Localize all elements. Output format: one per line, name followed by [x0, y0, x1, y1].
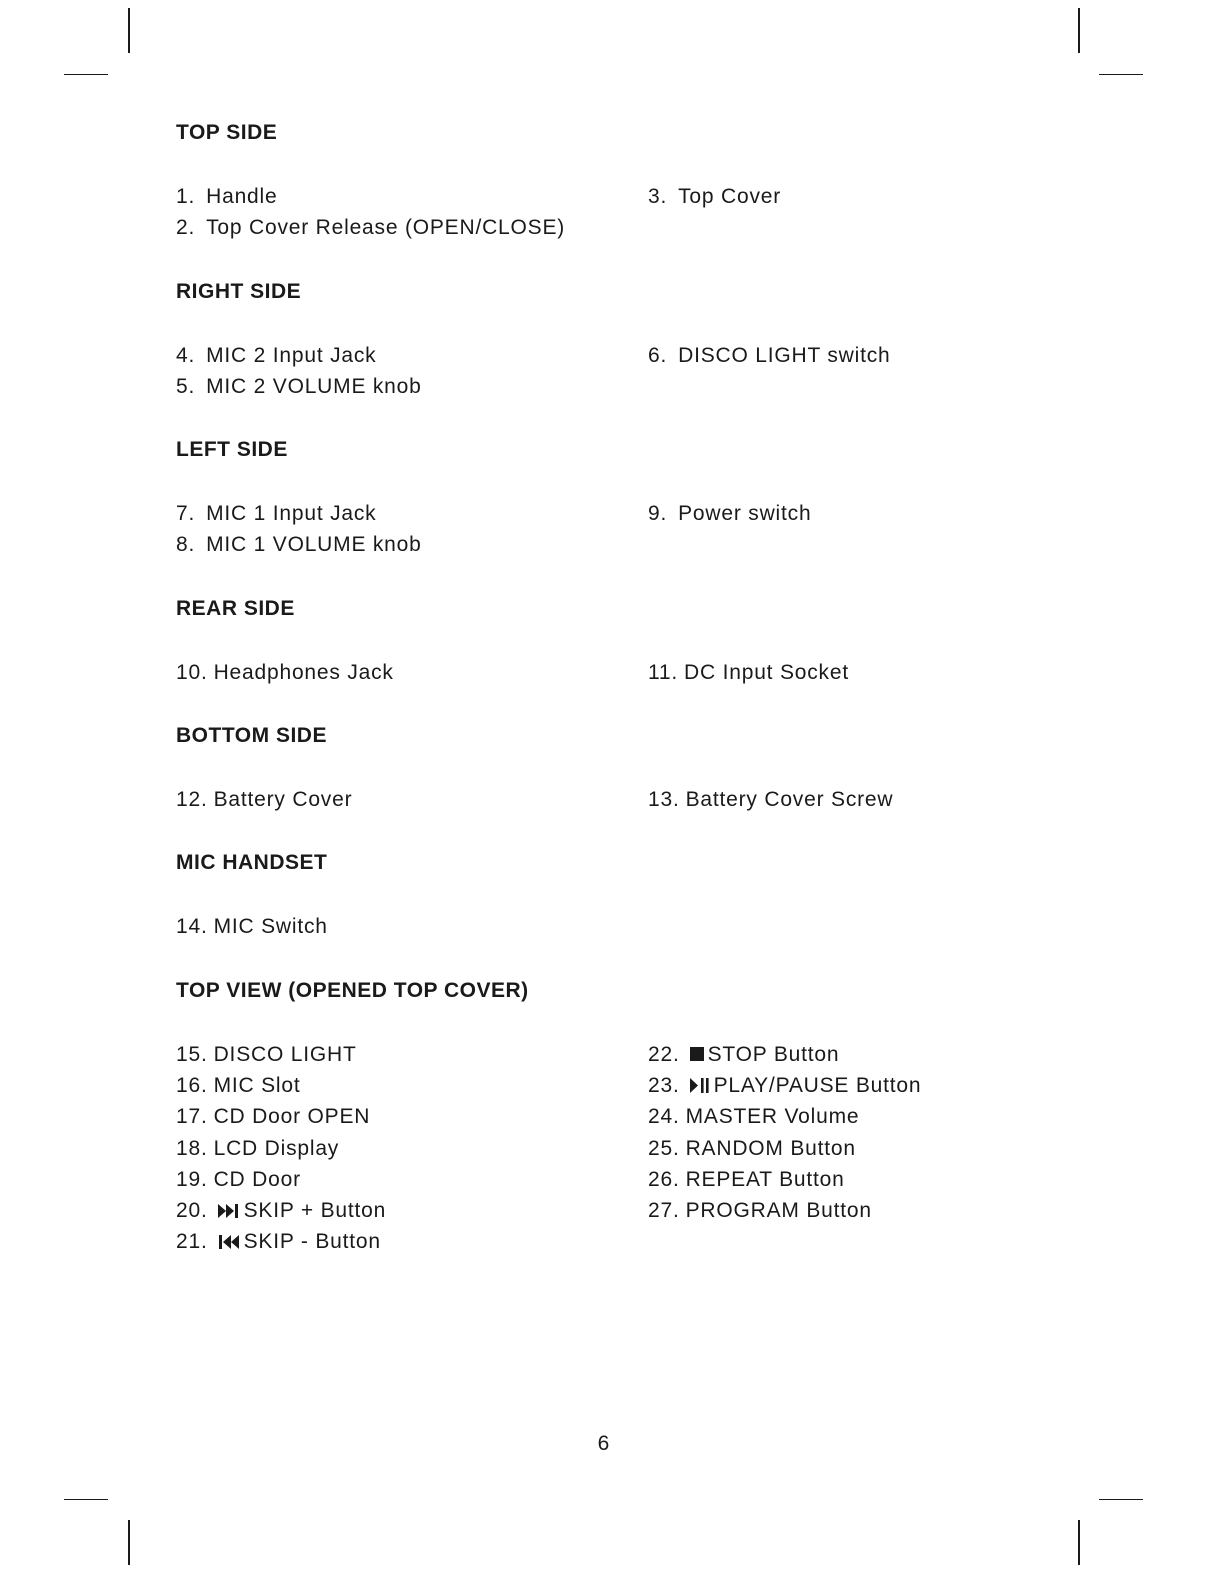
item-label: DISCO LIGHT [213, 1042, 357, 1066]
item-label: MIC 2 Input Jack [206, 343, 377, 367]
list-item [176, 1039, 648, 1070]
right-column [648, 340, 891, 403]
item-label: Top Cover [678, 185, 782, 208]
section [176, 118, 1076, 244]
list-item [176, 784, 648, 815]
item-number: 1. [176, 185, 196, 208]
item-label: MIC 1 Input Jack [206, 502, 377, 526]
list-item [176, 1226, 648, 1257]
section [176, 277, 1076, 403]
section [176, 721, 1076, 815]
item-label: Power switch [678, 502, 812, 526]
skip-forward-icon [218, 1204, 240, 1218]
list-item [648, 340, 891, 371]
item-number: 13. [648, 788, 680, 812]
crop-mark [1099, 1499, 1143, 1500]
left-column [176, 657, 648, 688]
item-label: RANDOM Button [685, 1136, 856, 1160]
section [176, 435, 1076, 561]
item-number: 22. [648, 1042, 680, 1066]
list-item [648, 181, 781, 212]
right-column [648, 1039, 921, 1258]
list-item [648, 1195, 921, 1226]
left-column [176, 498, 648, 561]
item-number: 20. [176, 1199, 208, 1223]
right-column [648, 657, 849, 688]
section-heading: BOTTOM SIDE [176, 724, 327, 748]
item-number: 19. [176, 1167, 208, 1191]
left-column [176, 1039, 648, 1258]
section [176, 848, 1076, 942]
item-number: 7. [176, 502, 196, 526]
item-number: 26. [648, 1167, 680, 1191]
list-item [176, 371, 648, 402]
item-label: REPEAT Button [685, 1167, 845, 1191]
crop-mark [64, 74, 108, 75]
item-number: 27. [648, 1199, 680, 1223]
list-item [648, 657, 849, 688]
item-number: 16. [176, 1073, 208, 1097]
list-item [176, 529, 648, 560]
section-heading: TOP SIDE [176, 121, 278, 144]
item-label: STOP Button [707, 1042, 840, 1066]
crop-mark [1099, 74, 1143, 75]
item-label: MASTER Volume [685, 1105, 860, 1129]
section [176, 976, 1076, 1258]
skip-back-icon [218, 1235, 240, 1249]
list-item [176, 1070, 648, 1101]
item-label: PROGRAM Button [685, 1199, 872, 1223]
list-item [648, 1039, 921, 1070]
item-label: SKIP - Button [243, 1230, 381, 1254]
item-number: 9. [648, 502, 668, 526]
left-column [176, 181, 648, 244]
crop-mark [128, 8, 130, 53]
item-number: 11. [648, 660, 679, 684]
crop-mark [128, 1520, 130, 1565]
item-label: DC Input Socket [684, 660, 849, 684]
item-label: Battery Cover Screw [685, 788, 894, 812]
item-label: CD Door OPEN [213, 1105, 371, 1129]
list-item [648, 784, 893, 815]
list-item [648, 498, 811, 529]
crop-mark [1078, 8, 1080, 53]
section-heading: TOP VIEW (OPENED TOP COVER) [176, 978, 529, 1002]
item-number: 10. [176, 660, 208, 684]
parts-list [176, 118, 1076, 1291]
item-number: 6. [648, 343, 668, 367]
list-item [648, 1070, 921, 1101]
item-number: 3. [648, 185, 668, 208]
list-item [176, 911, 648, 942]
item-number: 25. [648, 1136, 680, 1160]
left-column [176, 911, 648, 942]
list-item [176, 212, 648, 243]
item-number: 5. [176, 374, 196, 398]
right-column [648, 498, 811, 561]
section [176, 594, 1076, 688]
item-number: 23. [648, 1073, 680, 1097]
item-label: MIC Switch [213, 915, 328, 939]
list-item [176, 498, 648, 529]
stop-icon [690, 1047, 704, 1061]
section-heading: RIGHT SIDE [176, 279, 302, 303]
section-heading: LEFT SIDE [176, 438, 288, 462]
list-item [176, 1133, 648, 1164]
list-item [176, 1195, 648, 1226]
right-column [648, 784, 893, 815]
list-item [176, 181, 648, 212]
list-item [648, 1164, 921, 1195]
item-label: MIC 1 VOLUME knob [206, 533, 422, 557]
item-label: MIC 2 VOLUME knob [206, 374, 422, 398]
section-heading: REAR SIDE [176, 596, 295, 620]
section-heading: MIC HANDSET [176, 851, 328, 875]
crop-mark [64, 1499, 108, 1500]
page-number: 6 [597, 1432, 610, 1455]
list-item [176, 657, 648, 688]
item-number: 4. [176, 343, 196, 367]
item-label: LCD Display [213, 1136, 340, 1160]
list-item [176, 340, 648, 371]
item-label: Handle [206, 185, 278, 208]
item-number: 17. [176, 1105, 208, 1129]
item-number: 18. [176, 1136, 208, 1160]
play-pause-icon [690, 1078, 710, 1093]
item-label: DISCO LIGHT switch [678, 343, 891, 367]
item-number: 2. [176, 216, 196, 240]
item-number: 24. [648, 1105, 680, 1129]
item-label: Battery Cover [213, 788, 353, 812]
item-number: 15. [176, 1042, 208, 1066]
item-number: 12. [176, 788, 208, 812]
item-number: 14. [176, 915, 208, 939]
right-column [648, 181, 781, 244]
crop-mark [1078, 1520, 1080, 1565]
item-label: Top Cover Release (OPEN/CLOSE) [206, 216, 566, 240]
list-item [648, 1133, 921, 1164]
left-column [176, 784, 648, 815]
list-item [648, 1101, 921, 1132]
list-item [176, 1164, 648, 1195]
item-number: 8. [176, 533, 196, 557]
item-number: 21. [176, 1230, 208, 1254]
list-item [176, 1101, 648, 1132]
item-label: SKIP + Button [243, 1199, 387, 1223]
item-label: CD Door [213, 1167, 301, 1191]
item-label: Headphones Jack [213, 660, 394, 684]
item-label: MIC Slot [213, 1073, 301, 1097]
left-column [176, 340, 648, 403]
item-label: PLAY/PAUSE Button [713, 1073, 922, 1097]
